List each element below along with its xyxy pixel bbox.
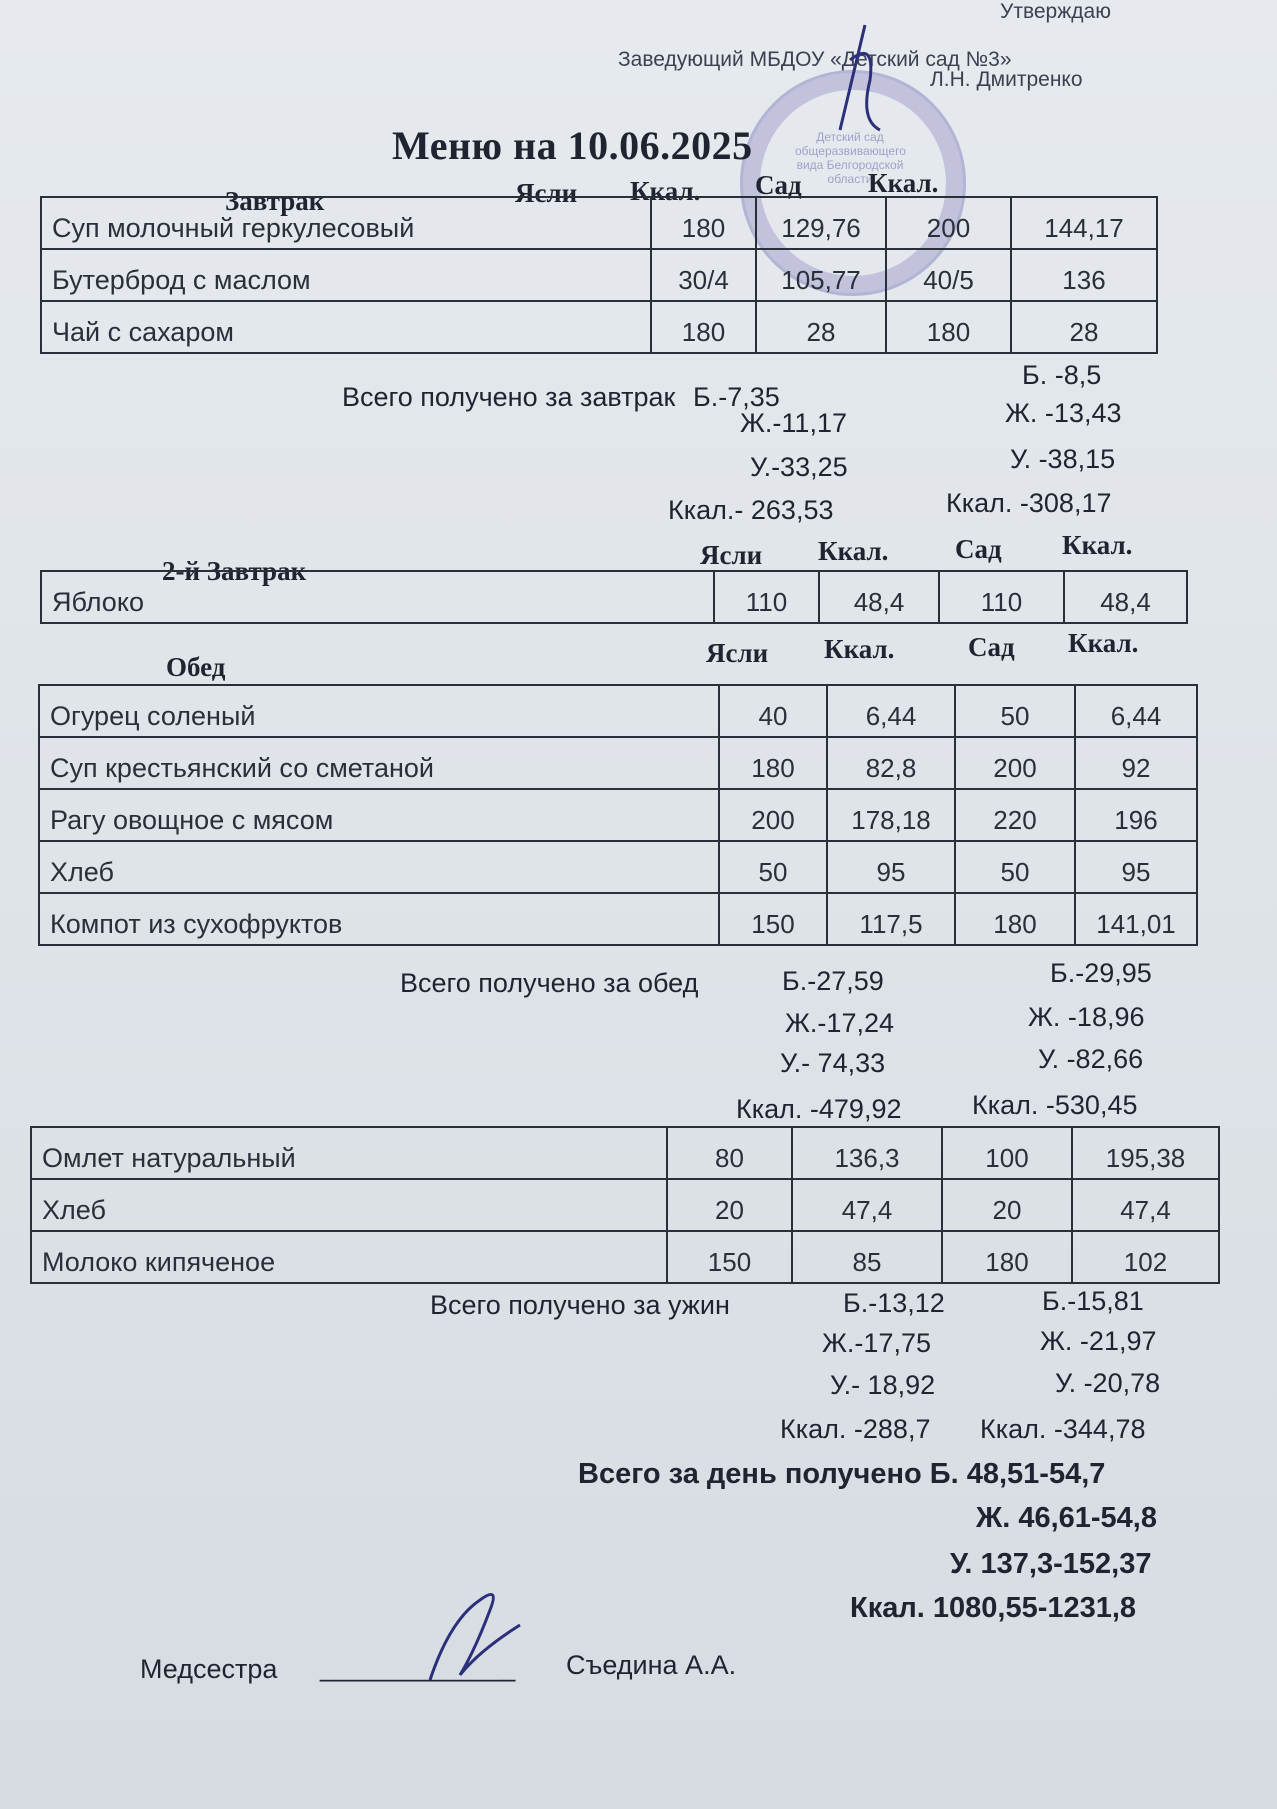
yasli-portion: 180 <box>719 737 827 789</box>
yasli-portion: 150 <box>667 1231 792 1283</box>
lunch-sum-u1: У.- 74,33 <box>780 1048 886 1078</box>
lunch-sum-k2: Ккал. -530,45 <box>972 1090 1138 1120</box>
dish-name: Чай с сахаром <box>41 301 651 353</box>
yasli-portion: 180 <box>651 197 756 249</box>
approval-name: Л.Н. Дмитренко <box>930 68 1083 91</box>
yasli-portion: 200 <box>719 789 827 841</box>
col-kcal: Ккал. <box>630 176 701 206</box>
lunch-table <box>38 684 1198 946</box>
col-kcal: Ккал. <box>1062 530 1133 560</box>
day-total-line3: У. 137,3-152,37 <box>950 1548 1152 1580</box>
table-row <box>39 841 1197 893</box>
table-row <box>39 737 1197 789</box>
yasli-portion: 40 <box>719 685 827 737</box>
sad-kcal: 195,38 <box>1072 1127 1219 1179</box>
yasli-kcal: 117,5 <box>827 893 955 945</box>
sad-kcal: 28 <box>1011 301 1157 353</box>
breakfast-sum-z2: Ж. -13,43 <box>1005 398 1122 428</box>
sad-kcal: 48,4 <box>1064 571 1187 623</box>
yasli-portion: 30/4 <box>651 249 756 301</box>
col-kcal: Ккал. <box>1068 628 1139 658</box>
table-row <box>31 1179 1219 1231</box>
sad-portion: 100 <box>942 1127 1072 1179</box>
col-kcal: Ккал. <box>824 634 895 664</box>
day-total-line2: Ж. 46,61-54,8 <box>976 1502 1157 1534</box>
yasli-portion: 80 <box>667 1127 792 1179</box>
sad-portion: 20 <box>942 1179 1072 1231</box>
breakfast-sum-u2: У. -38,15 <box>1010 444 1116 474</box>
sad-portion: 200 <box>886 197 1011 249</box>
yasli-portion: 110 <box>714 571 819 623</box>
lunch-sum-u2: У. -82,66 <box>1038 1044 1144 1074</box>
breakfast-sum-k2: Ккал. -308,17 <box>946 488 1112 518</box>
stamp-text: Детский сад общеразвивающего вида Белгородской области <box>795 130 906 186</box>
table-row <box>41 249 1157 301</box>
sad-kcal: 6,44 <box>1075 685 1197 737</box>
yasli-portion: 180 <box>651 301 756 353</box>
sad-portion: 110 <box>939 571 1064 623</box>
col-yasli: Ясли <box>706 638 769 668</box>
dish-name: Молоко кипяченое <box>31 1231 667 1283</box>
col-sad: Сад <box>968 632 1015 662</box>
sad-kcal: 136 <box>1011 249 1157 301</box>
table-row <box>41 197 1157 249</box>
yasli-kcal: 105,77 <box>756 249 886 301</box>
lunch-title: Обед <box>166 652 226 682</box>
table-row <box>31 1231 1219 1283</box>
breakfast-sum-k1: Ккал.- 263,53 <box>668 495 834 525</box>
dish-name: Хлеб <box>39 841 719 893</box>
dinner-sum-k1: Ккал. -288,7 <box>780 1414 931 1444</box>
yasli-kcal: 136,3 <box>792 1127 942 1179</box>
sad-portion: 200 <box>955 737 1075 789</box>
breakfast2-table <box>40 570 1188 624</box>
col-yasli: Ясли <box>515 178 578 208</box>
yasli-kcal: 28 <box>756 301 886 353</box>
breakfast-sum-b1: Б.-7,35 <box>693 382 780 412</box>
sad-kcal: 141,01 <box>1075 893 1197 945</box>
dish-name: Компот из сухофруктов <box>39 893 719 945</box>
dish-name: Рагу овощное с мясом <box>39 789 719 841</box>
sad-portion: 180 <box>942 1231 1072 1283</box>
breakfast-sum-b2: Б. -8,5 <box>1022 360 1102 390</box>
yasli-kcal: 6,44 <box>827 685 955 737</box>
col-sad: Сад <box>955 534 1002 564</box>
approval-line: Заведующий МБДОУ «Детский сад №3» <box>618 48 1012 71</box>
yasli-kcal: 129,76 <box>756 197 886 249</box>
sad-kcal: 92 <box>1075 737 1197 789</box>
dish-name: Огурец соленый <box>39 685 719 737</box>
lunch-sum-z2: Ж. -18,96 <box>1028 1002 1145 1032</box>
table-row <box>41 571 1187 623</box>
day-total-line1: Всего за день получено Б. 48,51-54,7 <box>578 1458 1106 1490</box>
yasli-portion: 150 <box>719 893 827 945</box>
yasli-portion: 50 <box>719 841 827 893</box>
signer-role: Медсестра <box>140 1654 278 1684</box>
lunch-sum-z1: Ж.-17,24 <box>785 1008 894 1038</box>
dish-name: Суп крестьянский со сметаной <box>39 737 719 789</box>
dinner-sum-u2: У. -20,78 <box>1055 1368 1161 1398</box>
table-row <box>31 1127 1219 1179</box>
dinner-table <box>30 1126 1220 1284</box>
breakfast2-title: 2-й Завтрак <box>162 556 307 586</box>
sad-kcal: 47,4 <box>1072 1179 1219 1231</box>
breakfast-table <box>40 196 1158 354</box>
dish-name: Яблоко <box>41 571 714 623</box>
dish-name: Омлет натуральный <box>31 1127 667 1179</box>
col-yasli: Ясли <box>700 540 763 570</box>
sad-kcal: 144,17 <box>1011 197 1157 249</box>
col-sad: Сад <box>755 170 802 200</box>
sad-portion: 220 <box>955 789 1075 841</box>
dinner-sum-z2: Ж. -21,97 <box>1040 1326 1157 1356</box>
sad-portion: 40/5 <box>886 249 1011 301</box>
table-row <box>39 685 1197 737</box>
dinner-sum-z1: Ж.-17,75 <box>822 1328 931 1358</box>
dinner-sum-u1: У.- 18,92 <box>830 1370 936 1400</box>
sad-portion: 50 <box>955 841 1075 893</box>
sad-portion: 180 <box>955 893 1075 945</box>
table-row <box>39 893 1197 945</box>
col-kcal: Ккал. <box>868 168 939 198</box>
col-kcal: Ккал. <box>818 536 889 566</box>
nurse-signature <box>420 1580 530 1690</box>
sad-kcal: 95 <box>1075 841 1197 893</box>
dish-name: Суп молочный геркулесовый <box>41 197 651 249</box>
dish-name: Хлеб <box>31 1179 667 1231</box>
sad-portion: 180 <box>886 301 1011 353</box>
signer-name: Съедина А.А. <box>566 1650 737 1680</box>
breakfast-sum-label: Всего получено за завтрак <box>342 382 676 412</box>
yasli-portion: 20 <box>667 1179 792 1231</box>
dinner-sum-b2: Б.-15,81 <box>1042 1286 1144 1316</box>
table-row <box>41 301 1157 353</box>
dish-name: Бутерброд с маслом <box>41 249 651 301</box>
table-row <box>39 789 1197 841</box>
dinner-sum-label: Всего получено за ужин <box>430 1290 730 1320</box>
yasli-kcal: 178,18 <box>827 789 955 841</box>
breakfast-sum-z1: Ж.-11,17 <box>740 408 847 438</box>
dinner-sum-k2: Ккал. -344,78 <box>980 1414 1146 1444</box>
lunch-sum-label: Всего получено за обед <box>400 968 699 998</box>
approval-signature <box>820 20 900 140</box>
approval-heading: Утверждаю <box>1000 0 1111 23</box>
sad-portion: 50 <box>955 685 1075 737</box>
signature-line: _____________ <box>320 1652 516 1682</box>
breakfast-title: Завтрак <box>225 186 325 216</box>
lunch-sum-b1: Б.-27,59 <box>782 966 884 996</box>
lunch-sum-b2: Б.-29,95 <box>1050 958 1152 988</box>
breakfast-sum-u1: У.-33,25 <box>750 452 848 482</box>
page-title: Меню на 10.06.2025 <box>392 123 753 168</box>
sad-kcal: 196 <box>1075 789 1197 841</box>
dinner-sum-b1: Б.-13,12 <box>843 1288 945 1318</box>
yasli-kcal: 95 <box>827 841 955 893</box>
lunch-sum-k1: Ккал. -479,92 <box>736 1094 902 1124</box>
yasli-kcal: 47,4 <box>792 1179 942 1231</box>
sad-kcal: 102 <box>1072 1231 1219 1283</box>
yasli-kcal: 82,8 <box>827 737 955 789</box>
yasli-kcal: 85 <box>792 1231 942 1283</box>
day-total-line4: Ккал. 1080,55-1231,8 <box>850 1592 1137 1624</box>
yasli-kcal: 48,4 <box>819 571 939 623</box>
